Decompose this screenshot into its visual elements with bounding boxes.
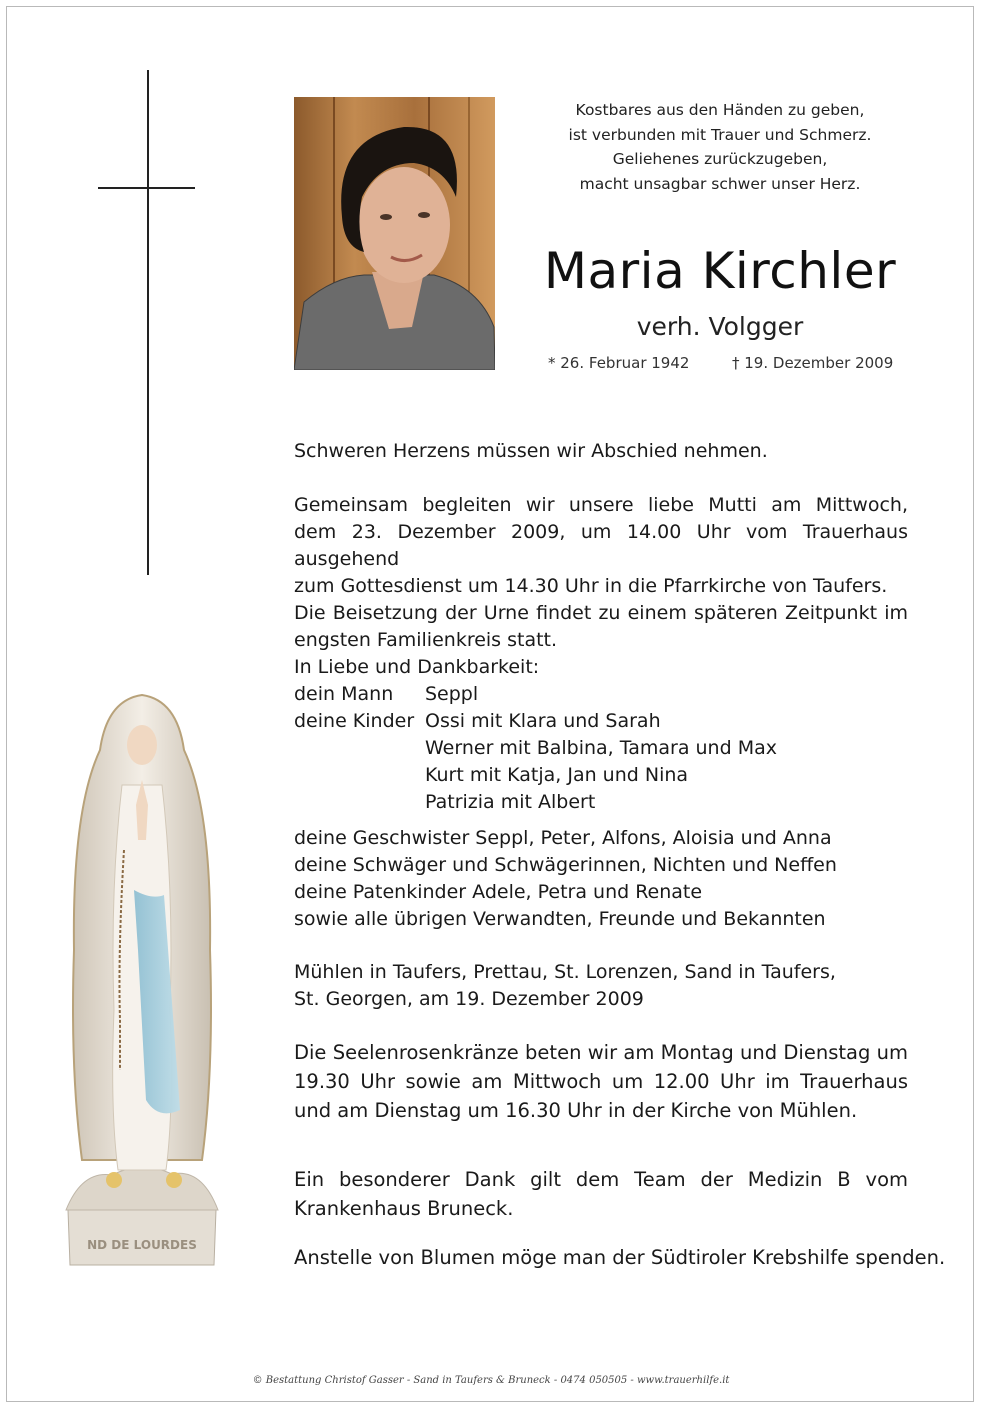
mourners-heading: In Liebe und Dankbarkeit:	[294, 656, 540, 678]
children-label: deine Kinder	[294, 710, 415, 732]
mourner-line: sowie alle übrigen Verwandten, Freunde und Bekannten	[294, 908, 826, 930]
child-entry: Patrizia mit Albert	[425, 791, 596, 813]
statue-inscription: ND DE LOURDES	[87, 1238, 197, 1252]
rosary-line: Die Seelenrosenkränze beten wir am Montag und Dienstag um	[294, 1041, 908, 1064]
funeral-paragraph	[294, 492, 908, 654]
poem-line: Geliehenes zurückzugeben,	[612, 150, 828, 168]
deceased-name: Maria Kirchler	[543, 242, 897, 300]
madonna-statue-image	[62, 690, 222, 1270]
donation-text: Anstelle von Blumen möge man der Südtiroler Krebshilfe spenden.	[294, 1246, 946, 1269]
place-date-line: Mühlen in Taufers, Prettau, St. Lorenzen, Sand in Taufers,	[294, 961, 836, 983]
funeral-line: Gemeinsam begleiten wir unsere liebe Mutti am Mittwoch,	[294, 494, 908, 516]
other-mourners	[294, 825, 908, 933]
place-date-line: St. Georgen, am 19. Dezember 2009	[294, 988, 644, 1010]
husband-label: dein Mann	[294, 683, 394, 705]
place-date	[294, 959, 908, 1013]
funeral-line: engsten Familienkreis statt.	[294, 629, 558, 651]
memorial-poem	[520, 98, 920, 196]
portrait-photo	[294, 97, 495, 370]
poem-line: macht unsagbar schwer unser Herz.	[579, 174, 861, 193]
rosary-paragraph	[294, 1038, 908, 1125]
intro-text: Schweren Herzens müssen wir Abschied nehmen.	[294, 440, 768, 462]
funeral-line: dem 23. Dezember 2009, um 14.00 Uhr vom Trauerhaus ausgehend	[294, 521, 908, 570]
funeral-line: Die Beisetzung der Urne findet zu einem späteren Zeitpunkt im	[294, 602, 908, 624]
mourner-line: deine Schwäger und Schwägerinnen, Nichten und Neffen	[294, 854, 837, 876]
mourner-line: deine Patenkinder Adele, Petra und Renate	[294, 881, 703, 903]
thanks-paragraph	[294, 1165, 908, 1223]
husband-name: Seppl	[425, 683, 479, 705]
child-entry: Werner mit Balbina, Tamara und Max	[425, 737, 777, 759]
rosary-line: und am Dienstag um 16.30 Uhr in der Kirche von Mühlen.	[294, 1099, 858, 1122]
mourner-line: deine Geschwister Seppl, Peter, Alfons, Aloisia und Anna	[294, 827, 832, 849]
rosary-line: 19.30 Uhr sowie am Mittwoch um 12.00 Uhr im Trauerhaus	[294, 1070, 908, 1093]
footer-credit: © Bestattung Christof Gasser - Sand in Taufers & Bruneck - 0474 050505 - www.trauerhilfe.it	[252, 1375, 730, 1386]
married-name: verh. Volgger	[636, 312, 804, 341]
thanks-line: Krankenhaus Bruneck.	[294, 1197, 514, 1220]
child-entry: Ossi mit Klara und Sarah	[425, 710, 661, 732]
funeral-line: zum Gottesdienst um 14.30 Uhr in die Pfarrkirche von Taufers.	[294, 575, 888, 597]
poem-line: Kostbares aus den Händen zu geben,	[575, 101, 865, 119]
cross-icon-vertical	[147, 70, 149, 575]
thanks-line: Ein besonderer Dank gilt dem Team der Medizin B vom	[294, 1168, 908, 1191]
cross-icon-horizontal	[98, 187, 195, 189]
poem-line: ist verbunden mit Trauer und Schmerz.	[568, 125, 872, 144]
birth-date: * 26. Februar 1942	[548, 354, 690, 372]
death-date: † 19. Dezember 2009	[732, 354, 894, 372]
child-entry: Kurt mit Katja, Jan und Nina	[425, 764, 689, 786]
